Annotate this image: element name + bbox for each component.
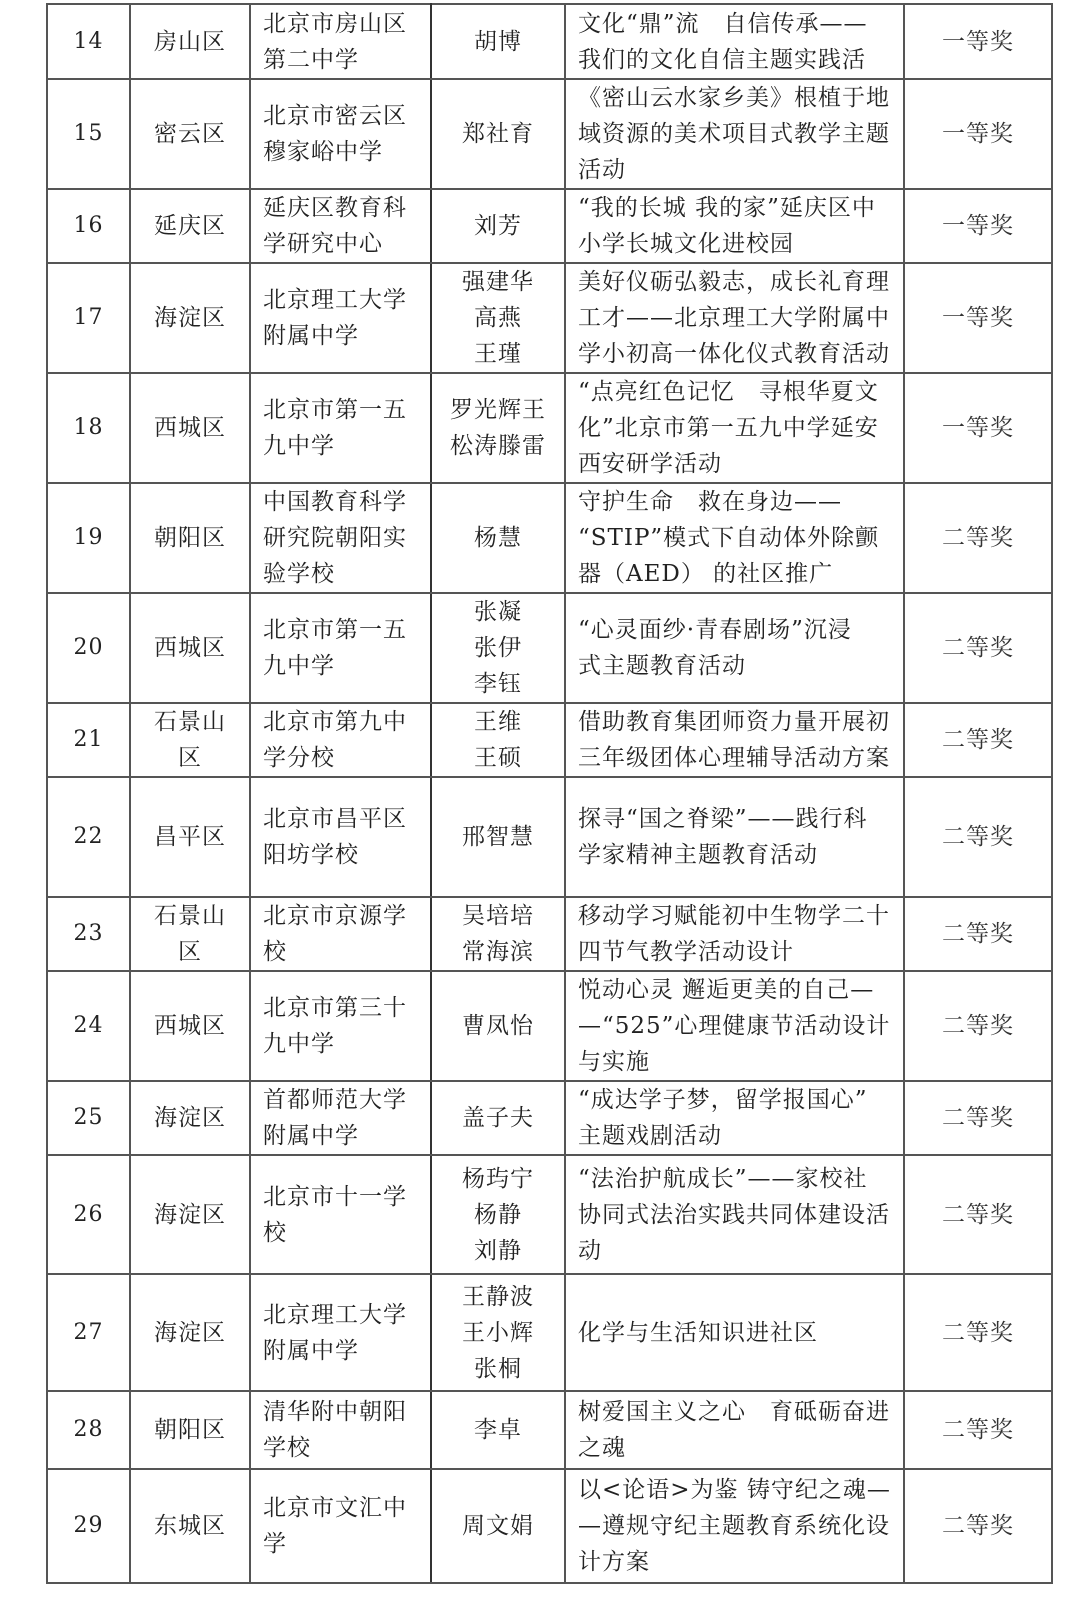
activity-title-cell [565,1391,904,1469]
award-cell [904,483,1052,593]
title-line: “心灵面纱·青春剧场”沉浸 [578,617,852,643]
row-number-cell [47,777,130,897]
school-line: 九中学 [263,1031,335,1057]
award-level: 二等奖 [942,1105,1014,1131]
title-line: 之魂 [578,1435,626,1461]
school-cell [250,971,431,1081]
names-line: 盖子夫 [462,1105,534,1131]
school-line: 阳坊学校 [263,842,359,868]
award-cell [904,593,1052,703]
district-cell [130,79,250,189]
award-cell [904,777,1052,897]
title-line: “STIP”模式下自动体外除颤 [578,525,880,551]
title-line: 主题戏剧活动 [578,1123,722,1149]
row-number-cell [47,373,130,483]
activity-title-cell [565,4,904,79]
names-line: 郑社育 [462,121,534,147]
school-line: 穆家峪中学 [263,139,383,165]
title-line: “点亮红色记忆 寻根华夏文 [578,379,879,405]
title-line: “我的长城 我的家”延庆区中 [578,195,876,221]
row-number-cell [47,1155,130,1274]
title-line: 域资源的美术项目式教学主题 [578,121,890,147]
award-cell [904,263,1052,373]
row-number: 29 [73,1513,104,1538]
table-row [47,1469,1052,1583]
school-line: 北京市昌平区 [263,806,407,832]
activity-title-cell [565,897,904,971]
district-line: 密云区 [154,121,226,147]
row-number: 16 [73,213,104,238]
title-line: 器（AED） 的社区推广 [578,561,834,587]
names-line: 邢智慧 [462,824,534,850]
row-number: 19 [73,525,104,550]
names-line: 周文娟 [462,1513,534,1539]
award-cell [904,373,1052,483]
award-cell [904,971,1052,1081]
title-line: 小学长城文化进校园 [578,231,794,257]
names-line: 强建华 [462,269,534,295]
school-line: 北京市第一五 [263,617,407,643]
names-cell [431,263,565,373]
names-cell [431,777,565,897]
school-line: 校 [263,1219,287,1246]
school-line: 北京市十一学 [263,1183,407,1210]
school-cell [250,79,431,189]
names-cell [431,971,565,1081]
district-line: 延庆区 [154,213,226,239]
names-line: 张凝 [474,599,522,625]
district-line: 朝阳区 [154,1417,226,1443]
row-number-cell [47,263,130,373]
names-line: 李卓 [474,1417,522,1443]
district-line: 区 [178,745,202,771]
names-line: 王瑾 [474,341,522,367]
row-number-cell [47,483,130,593]
row-number: 26 [73,1201,104,1227]
school-cell [250,373,431,483]
school-line: 中国教育科学 [263,489,407,515]
school-line: 校 [263,939,287,965]
table-row [47,4,1052,79]
activity-title-cell [565,1155,904,1274]
district-line: 海淀区 [154,305,226,331]
names-line: 王静波 [462,1283,534,1310]
district-cell [130,1274,250,1391]
school-line: 学分校 [263,745,335,771]
activity-title-cell [565,1469,904,1583]
table-row [47,373,1052,483]
row-number: 25 [73,1105,104,1130]
row-number-cell [47,1274,130,1391]
row-number: 14 [73,28,104,54]
award-cell [904,4,1052,79]
school-cell [250,1391,431,1469]
district-line: 东城区 [154,1513,226,1539]
names-line: 张桐 [474,1355,522,1382]
award-cell [904,1469,1052,1583]
names-line: 高燕 [474,305,522,331]
district-cell [130,1155,250,1274]
row-number: 17 [73,305,104,330]
district-line: 石景山 [154,709,226,735]
school-cell [250,777,431,897]
names-line: 杨玙宁 [462,1165,534,1192]
table-row [47,897,1052,971]
row-number-cell [47,703,130,777]
table-row [47,777,1052,897]
names-line: 罗光辉王 [450,397,546,423]
names-cell [431,1081,565,1155]
title-line: 借助教育集团师资力量开展初 [578,709,890,735]
award-level: 二等奖 [942,635,1014,661]
district-cell [130,483,250,593]
award-level: 一等奖 [942,415,1014,441]
school-line: 北京市第九中 [263,709,407,735]
activity-title-cell [565,373,904,483]
table-row [47,79,1052,189]
activity-title-cell [565,189,904,263]
names-cell [431,483,565,593]
names-cell [431,189,565,263]
school-cell [250,1081,431,1155]
row-number-cell [47,1081,130,1155]
title-line: 三年级团体心理辅导活动方案 [578,745,890,771]
names-line: 刘静 [474,1237,522,1264]
title-line: 计方案 [578,1549,650,1575]
school-cell [250,1469,431,1583]
row-number: 22 [73,824,104,849]
table-row [47,1155,1052,1274]
names-cell [431,79,565,189]
award-cell [904,703,1052,777]
award-level: 二等奖 [942,525,1014,551]
school-line: 延庆区教育科 [263,195,407,221]
row-number: 20 [73,635,104,660]
activity-title-cell [565,703,904,777]
names-line: 松涛滕雷 [450,433,546,459]
title-line: 学小初高一体化仪式教育活动 [578,341,890,367]
title-line: 动 [578,1237,602,1264]
names-line: 李钰 [474,671,522,697]
activity-title-cell [565,1274,904,1391]
award-list-table [46,3,1053,1584]
district-line: 西城区 [154,415,226,441]
title-line: 文化“鼎”流 自信传承—— [578,10,868,37]
row-number: 24 [73,1013,104,1038]
names-cell [431,4,565,79]
names-line: 曹凤怡 [462,1013,534,1039]
table-row [47,189,1052,263]
title-line: “法治护航成长”——家校社 [578,1165,868,1192]
district-cell [130,189,250,263]
school-line: 九中学 [263,653,335,679]
school-line: 验学校 [263,561,335,587]
award-cell [904,1081,1052,1155]
names-line: 刘芳 [474,213,522,239]
row-number-cell [47,971,130,1081]
table-row [47,263,1052,373]
award-cell [904,1274,1052,1391]
school-cell [250,703,431,777]
names-cell [431,897,565,971]
title-line: 西安研学活动 [578,451,722,477]
district-cell [130,971,250,1081]
row-number-cell [47,897,130,971]
names-cell [431,1391,565,1469]
names-line: 胡博 [474,28,522,55]
title-line: 四节气教学活动设计 [578,939,794,965]
award-level: 二等奖 [942,1201,1014,1228]
row-number-cell [47,79,130,189]
names-line: 王小辉 [462,1319,534,1346]
title-line: 学家精神主题教育活动 [578,842,818,868]
activity-title-cell [565,777,904,897]
names-cell [431,373,565,483]
title-line: “成达学子梦，留学报国心” [578,1087,868,1113]
school-line: 北京市文汇中 [263,1495,407,1521]
title-line: 悦动心灵 邂逅更美的自己— [578,977,875,1003]
award-level: 一等奖 [942,305,1014,331]
row-number-cell [47,1469,130,1583]
table-body [47,4,1052,1583]
district-cell [130,1391,250,1469]
school-line: 学研究中心 [263,231,383,257]
row-number: 21 [73,727,104,752]
award-level: 二等奖 [942,921,1014,947]
title-line: 守护生命 救在身边—— [578,489,842,515]
district-cell [130,1081,250,1155]
names-line: 王维 [474,709,522,735]
title-line: 工才——北京理工大学附属中 [578,305,890,331]
school-line: 北京理工大学 [263,287,407,313]
award-level: 一等奖 [942,28,1014,55]
title-line: 协同式法治实践共同体建设活 [578,1201,890,1228]
district-line: 西城区 [154,1013,226,1039]
school-cell [250,189,431,263]
district-cell [130,777,250,897]
title-line: —“525”心理健康节活动设计 [578,1013,891,1039]
district-cell [130,373,250,483]
award-cell [904,189,1052,263]
school-cell [250,1274,431,1391]
row-number: 15 [73,121,104,146]
names-cell [431,1274,565,1391]
row-number: 23 [73,921,104,946]
award-level: 二等奖 [942,1513,1014,1539]
school-line: 北京市第三十 [263,995,407,1021]
title-line: 美好仪砺弘毅志，成长礼育理 [578,269,890,295]
title-line: 《密山云水家乡美》根植于地 [578,85,890,111]
names-cell [431,593,565,703]
school-line: 清华附中朝阳 [263,1399,407,1425]
district-line: 海淀区 [154,1319,226,1346]
district-line: 石景山 [154,903,226,929]
school-line: 北京市密云区 [263,103,407,129]
row-number-cell [47,593,130,703]
title-line: 以<论语>为鉴 铸守纪之魂— [578,1477,891,1503]
title-line: 活动 [578,157,626,183]
school-line: 附属中学 [263,1337,359,1364]
award-level: 一等奖 [942,213,1014,239]
award-level: 一等奖 [942,121,1014,147]
school-line: 首都师范大学 [263,1087,407,1113]
district-line: 房山区 [154,28,226,55]
district-line: 朝阳区 [154,525,226,551]
school-line: 研究院朝阳实 [263,525,407,551]
award-cell [904,897,1052,971]
row-number-cell [47,4,130,79]
award-level: 二等奖 [942,1319,1014,1346]
title-line: 我们的文化自信主题实践活 [578,46,866,73]
row-number: 18 [73,415,104,440]
names-line: 张伊 [474,635,522,661]
activity-title-cell [565,483,904,593]
award-cell [904,1155,1052,1274]
school-cell [250,483,431,593]
activity-title-cell [565,1081,904,1155]
district-cell [130,593,250,703]
award-level: 二等奖 [942,727,1014,753]
names-line: 杨静 [474,1201,522,1228]
names-cell [431,703,565,777]
school-line: 学校 [263,1435,311,1461]
district-cell [130,1469,250,1583]
school-line: 北京理工大学 [263,1301,407,1328]
title-line: —遵规守纪主题教育系统化设 [578,1513,890,1539]
school-line: 北京市第一五 [263,397,407,423]
names-line: 杨慧 [474,525,522,551]
activity-title-cell [565,79,904,189]
row-number: 28 [73,1417,104,1442]
names-cell [431,1469,565,1583]
district-line: 海淀区 [154,1105,226,1131]
names-line: 常海滨 [462,939,534,965]
table-row [47,1081,1052,1155]
district-line: 昌平区 [154,824,226,850]
school-cell [250,263,431,373]
award-cell [904,79,1052,189]
school-line: 附属中学 [263,323,359,349]
activity-title-cell [565,971,904,1081]
names-cell [431,1155,565,1274]
district-cell [130,4,250,79]
school-line: 附属中学 [263,1123,359,1149]
district-line: 西城区 [154,635,226,661]
district-line: 海淀区 [154,1201,226,1228]
activity-title-cell [565,593,904,703]
district-line: 区 [178,939,202,965]
district-cell [130,703,250,777]
title-line: 移动学习赋能初中生物学二十 [578,903,890,929]
title-line: 化”北京市第一五九中学延安 [578,415,879,441]
row-number-cell [47,1391,130,1469]
names-line: 吴培培 [462,903,534,929]
title-line: 式主题教育活动 [578,653,746,679]
district-cell [130,263,250,373]
school-cell [250,593,431,703]
school-line: 学 [263,1531,287,1557]
title-line: 与实施 [578,1049,650,1075]
title-line: 化学与生活知识进社区 [578,1319,818,1346]
row-number: 27 [73,1319,104,1345]
school-cell [250,4,431,79]
names-line: 王硕 [474,745,522,771]
table-row [47,971,1052,1081]
table-row [47,1274,1052,1391]
activity-title-cell [565,263,904,373]
title-line: 树爱国主义之心 育砥砺奋进 [578,1399,890,1425]
award-level: 二等奖 [942,1417,1014,1443]
table-row [47,1391,1052,1469]
school-line: 北京市京源学 [263,903,407,929]
award-level: 二等奖 [942,1013,1014,1039]
school-line: 北京市房山区 [263,10,407,37]
award-cell [904,1391,1052,1469]
row-number-cell [47,189,130,263]
school-cell [250,1155,431,1274]
district-cell [130,897,250,971]
award-level: 二等奖 [942,824,1014,850]
school-line: 第二中学 [263,46,359,73]
table-row [47,703,1052,777]
table-row [47,483,1052,593]
table-row [47,593,1052,703]
school-cell [250,897,431,971]
title-line: 探寻“国之脊梁”——践行科 [578,806,868,832]
school-line: 九中学 [263,433,335,459]
